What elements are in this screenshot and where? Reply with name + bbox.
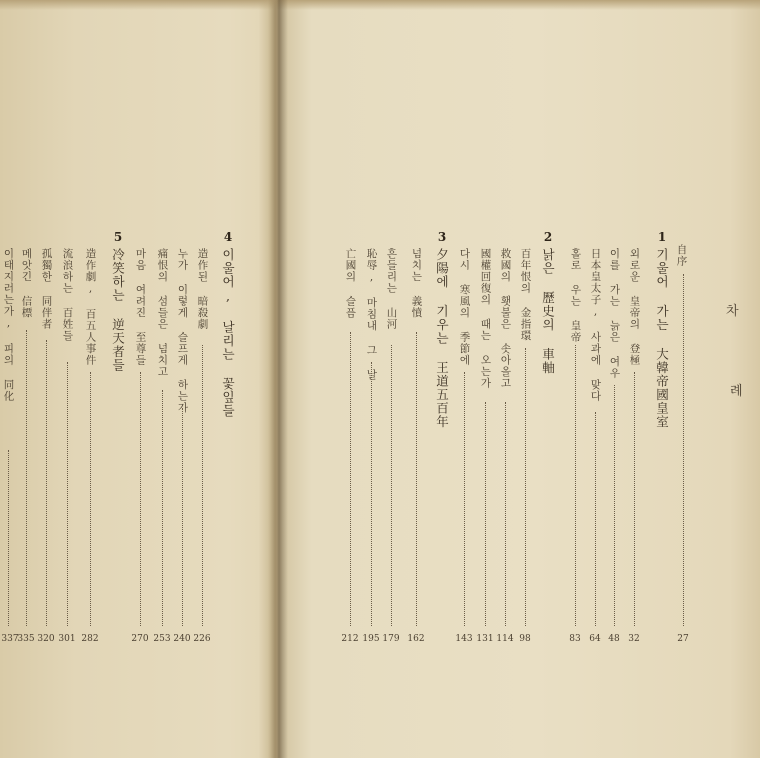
- chapter-4-entry-2: 누가 이렇게 슬프게 하는가: [176, 248, 189, 414]
- chapter-3-entry-3-leader: [371, 362, 372, 626]
- chapter-1-number: 1: [657, 230, 667, 244]
- chapter-3-entry-1: 넘치는 義憤: [410, 248, 423, 319]
- chapter-2-number: 2: [543, 230, 553, 244]
- chapter-5-entry-5-page: 337: [1, 634, 19, 644]
- chapter-1-entry-3: 日本皇太子, 사과에 맞다: [589, 248, 602, 402]
- chapter-2-entry-3-page: 131: [476, 634, 494, 644]
- chapter-4-number: 4: [223, 230, 233, 244]
- chapter-5-entry-4: 메앗긴 信標: [20, 248, 33, 319]
- chapter-2-entry-1: 百年恨의 金指環: [519, 248, 532, 342]
- chapter-2-entry-1-page: 98: [519, 634, 531, 644]
- chapter-4-entry-3-page: 253: [153, 634, 171, 644]
- chapter-5-title: 冷笑하는 逆天者들: [110, 248, 126, 372]
- chapter-5-entry-2-leader: [67, 362, 68, 626]
- chapter-2-title: 낡은 歷史의 車軸: [540, 248, 556, 375]
- toc-heading-rye: 례: [730, 384, 743, 399]
- chapter-1-title: 기울어 가는 大韓帝國皇室: [654, 248, 670, 429]
- chapter-5-entry-5-leader: [8, 450, 9, 626]
- chapter-4-title: 이울어, 날리는 꽃잎들: [220, 248, 236, 418]
- chapter-5-entry-4-leader: [26, 330, 27, 626]
- chapter-1-entry-2-leader: [614, 385, 615, 626]
- chapter-4-entry-4: 마음 여려진 至尊들: [134, 248, 147, 366]
- chapter-3-entry-2-leader: [391, 345, 392, 626]
- chapter-1-entry-4-leader: [575, 345, 576, 626]
- chapter-4-entry-3-leader: [162, 390, 163, 626]
- chapter-5-number: 5: [113, 230, 123, 244]
- chapter-2-entry-2-leader: [505, 402, 506, 626]
- chapter-3-entry-2-page: 179: [382, 634, 400, 644]
- chapter-3-entry-2: 흔들리는 山河: [385, 248, 398, 330]
- chapter-4-entry-2-leader: [182, 408, 183, 626]
- chapter-1-entry-2-page: 48: [608, 634, 620, 644]
- chapter-2-entry-3: 國權回復의 때는 오는가: [479, 248, 492, 389]
- chapter-3-entry-4-page: 212: [341, 634, 359, 644]
- chapter-5-entry-2: 流浪하는 百姓들: [61, 248, 74, 342]
- chapter-5-entry-3-page: 320: [37, 634, 55, 644]
- chapter-4-entry-3: 痛恨의 섬들은 넘치고: [156, 248, 169, 378]
- chapter-2-entry-4-leader: [464, 372, 465, 626]
- preface-page: 27: [677, 634, 689, 644]
- chapter-2-entry-4-page: 143: [455, 634, 473, 644]
- chapter-3-entry-3: 恥辱, 마침내 그 날: [365, 248, 378, 381]
- chapter-5-entry-1-leader: [90, 372, 91, 626]
- chapter-4-entry-1: 造作된 暗殺劇: [196, 248, 209, 330]
- chapter-1-entry-4: 홀로 우는 皇帝: [569, 248, 582, 343]
- toc-heading-cha: 차: [726, 304, 739, 319]
- chapter-2-entry-4: 다시 寒風의 季節에: [458, 248, 471, 366]
- chapter-4-entry-1-page: 226: [193, 634, 211, 644]
- chapter-3-entry-3-page: 195: [362, 634, 380, 644]
- chapter-5-entry-3-leader: [46, 340, 47, 626]
- chapter-4-entry-4-page: 270: [131, 634, 149, 644]
- chapter-1-entry-1-page: 32: [628, 634, 640, 644]
- chapter-1-entry-4-page: 83: [569, 634, 581, 644]
- chapter-1-entry-1: 외로운 皇帝의 登極: [628, 248, 641, 366]
- chapter-3-title: 夕陽에 기우는 王道五百年: [434, 248, 450, 429]
- chapter-5-entry-4-page: 335: [17, 634, 35, 644]
- chapter-4-entry-1-leader: [202, 345, 203, 626]
- preface-leader: [683, 274, 684, 626]
- chapter-2-entry-2: 救國의 횃불은 솟아올고: [499, 248, 512, 389]
- top-edge-shadow: [0, 0, 760, 10]
- chapter-4-entry-2-page: 240: [173, 634, 191, 644]
- chapter-1-entry-2: 이를 가는 늙은 여우: [608, 248, 621, 379]
- chapter-5-entry-3: 孤獨한 同伴者: [40, 248, 53, 330]
- chapter-5-entry-1: 造作劇, 百五人事件: [84, 248, 97, 366]
- chapter-1-entry-1-leader: [634, 372, 635, 626]
- chapter-5-entry-2-page: 301: [58, 634, 76, 644]
- chapter-2-entry-1-leader: [525, 348, 526, 626]
- chapter-3-entry-1-page: 162: [407, 634, 425, 644]
- chapter-3-entry-4: 亡國의 슬픔: [344, 248, 357, 319]
- chapter-5-entry-1-page: 282: [81, 634, 99, 644]
- chapter-1-entry-3-page: 64: [589, 634, 601, 644]
- chapter-5-entry-5: 이태지러는가, 피의 同化: [2, 248, 15, 402]
- chapter-3-entry-1-leader: [416, 332, 417, 626]
- chapter-2-entry-3-leader: [485, 402, 486, 626]
- chapter-4-entry-4-leader: [140, 372, 141, 626]
- book-gutter: [268, 0, 288, 758]
- chapter-1-entry-3-leader: [595, 412, 596, 626]
- chapter-2-entry-2-page: 114: [496, 634, 514, 644]
- chapter-3-entry-4-leader: [350, 332, 351, 626]
- chapter-3-number: 3: [437, 230, 447, 244]
- preface-label: 自序: [675, 244, 688, 267]
